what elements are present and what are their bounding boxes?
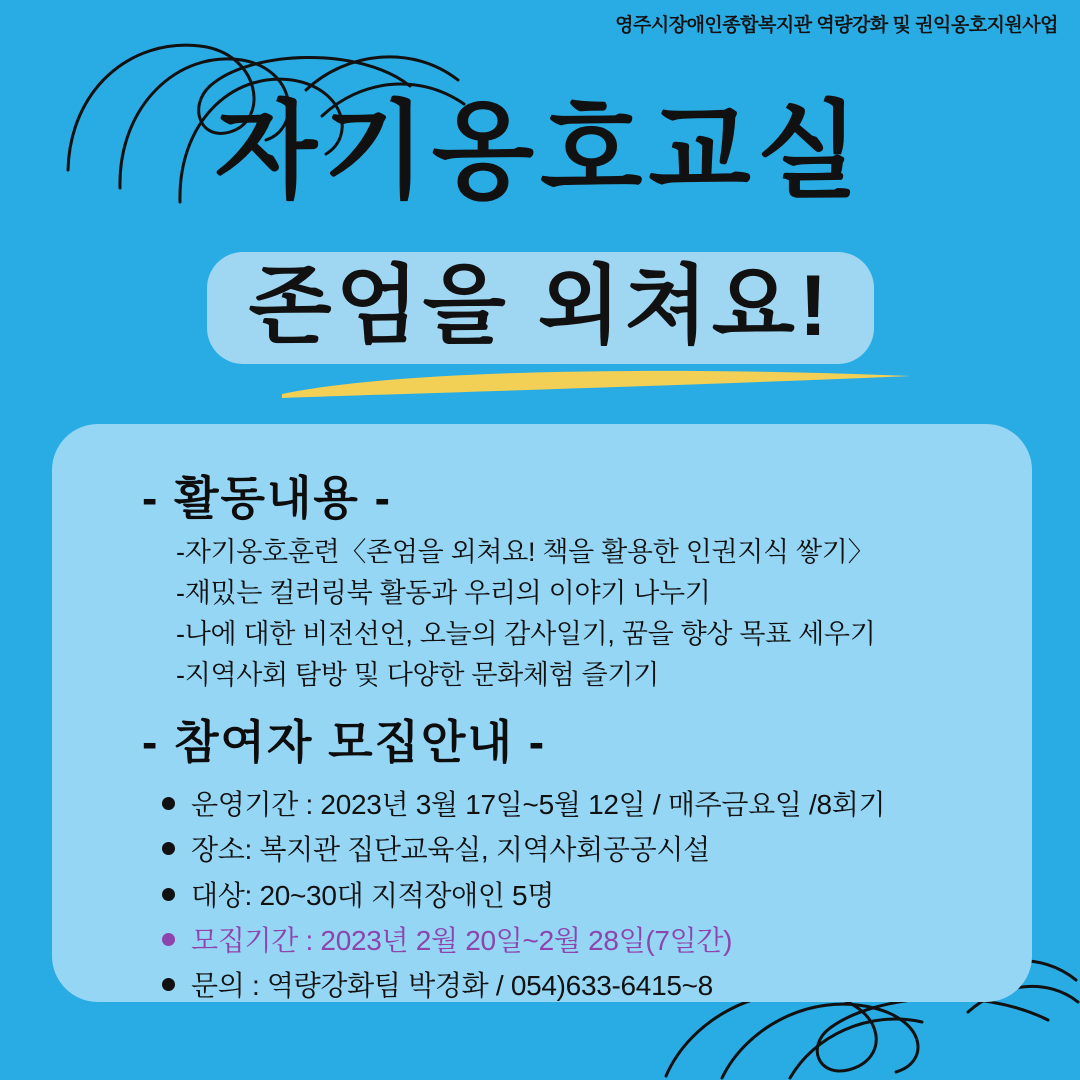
list-item-label: 장소: 복지관 집단교육실, 지역사회공공시설 bbox=[191, 834, 710, 866]
recruit-list bbox=[162, 782, 1022, 1009]
list-item: -재밌는 컬러링북 활동과 우리의 이야기 나누기 bbox=[176, 578, 711, 609]
list-item-label: 문의 : 역량강화팀 박경화 / 054)633-6415~8 bbox=[191, 970, 713, 1002]
list-item bbox=[162, 827, 1022, 872]
activity-list bbox=[176, 532, 1006, 696]
list-item-label: 운영기간 : 2023년 3월 17일~5월 12일 / 매주금요일 /8회기 bbox=[191, 789, 886, 820]
list-item-label: 대상: 20~30대 지적장애인 5명 bbox=[191, 879, 555, 911]
list-item bbox=[162, 782, 1022, 827]
list-item-label: 모집기간 : 2023년 2월 20일~2월 28일(7일간) bbox=[191, 925, 733, 957]
subtitle-wrapper bbox=[0, 252, 1080, 364]
brush-underline-icon bbox=[276, 364, 916, 402]
list-item: -자기옹호훈련〈존엄을 외쳐요! 책을 활용한 인권지식 쌓기〉 bbox=[176, 537, 875, 567]
page-subtitle: 존엄을 외쳐요! bbox=[248, 258, 832, 354]
bullet-icon bbox=[162, 933, 175, 946]
bullet-icon bbox=[162, 842, 175, 855]
list-item: -나에 대한 비전선언, 오늘의 감사일기, 꿈을 향상 목표 세우기 bbox=[176, 619, 876, 650]
section-heading-recruit: - 참여자 모집안내 - bbox=[142, 716, 547, 768]
list-item bbox=[162, 873, 1022, 918]
list-item bbox=[162, 963, 1022, 1008]
subtitle-highlight-band bbox=[207, 252, 874, 364]
bullet-icon bbox=[162, 978, 175, 991]
content-panel bbox=[52, 424, 1032, 1002]
page-title: 자기옹호교실 bbox=[214, 93, 866, 211]
list-item-highlighted bbox=[162, 918, 1022, 963]
section-heading-activity: - 활동내용 - bbox=[142, 472, 392, 524]
bullet-icon bbox=[162, 888, 175, 901]
organization-line: 영주시장애인종합복지관 역량강화 및 권익옹호지원사업 bbox=[615, 15, 1058, 36]
list-item: -지역사회 탐방 및 다양한 문화체험 즐기기 bbox=[176, 660, 659, 691]
bullet-icon bbox=[162, 797, 175, 810]
